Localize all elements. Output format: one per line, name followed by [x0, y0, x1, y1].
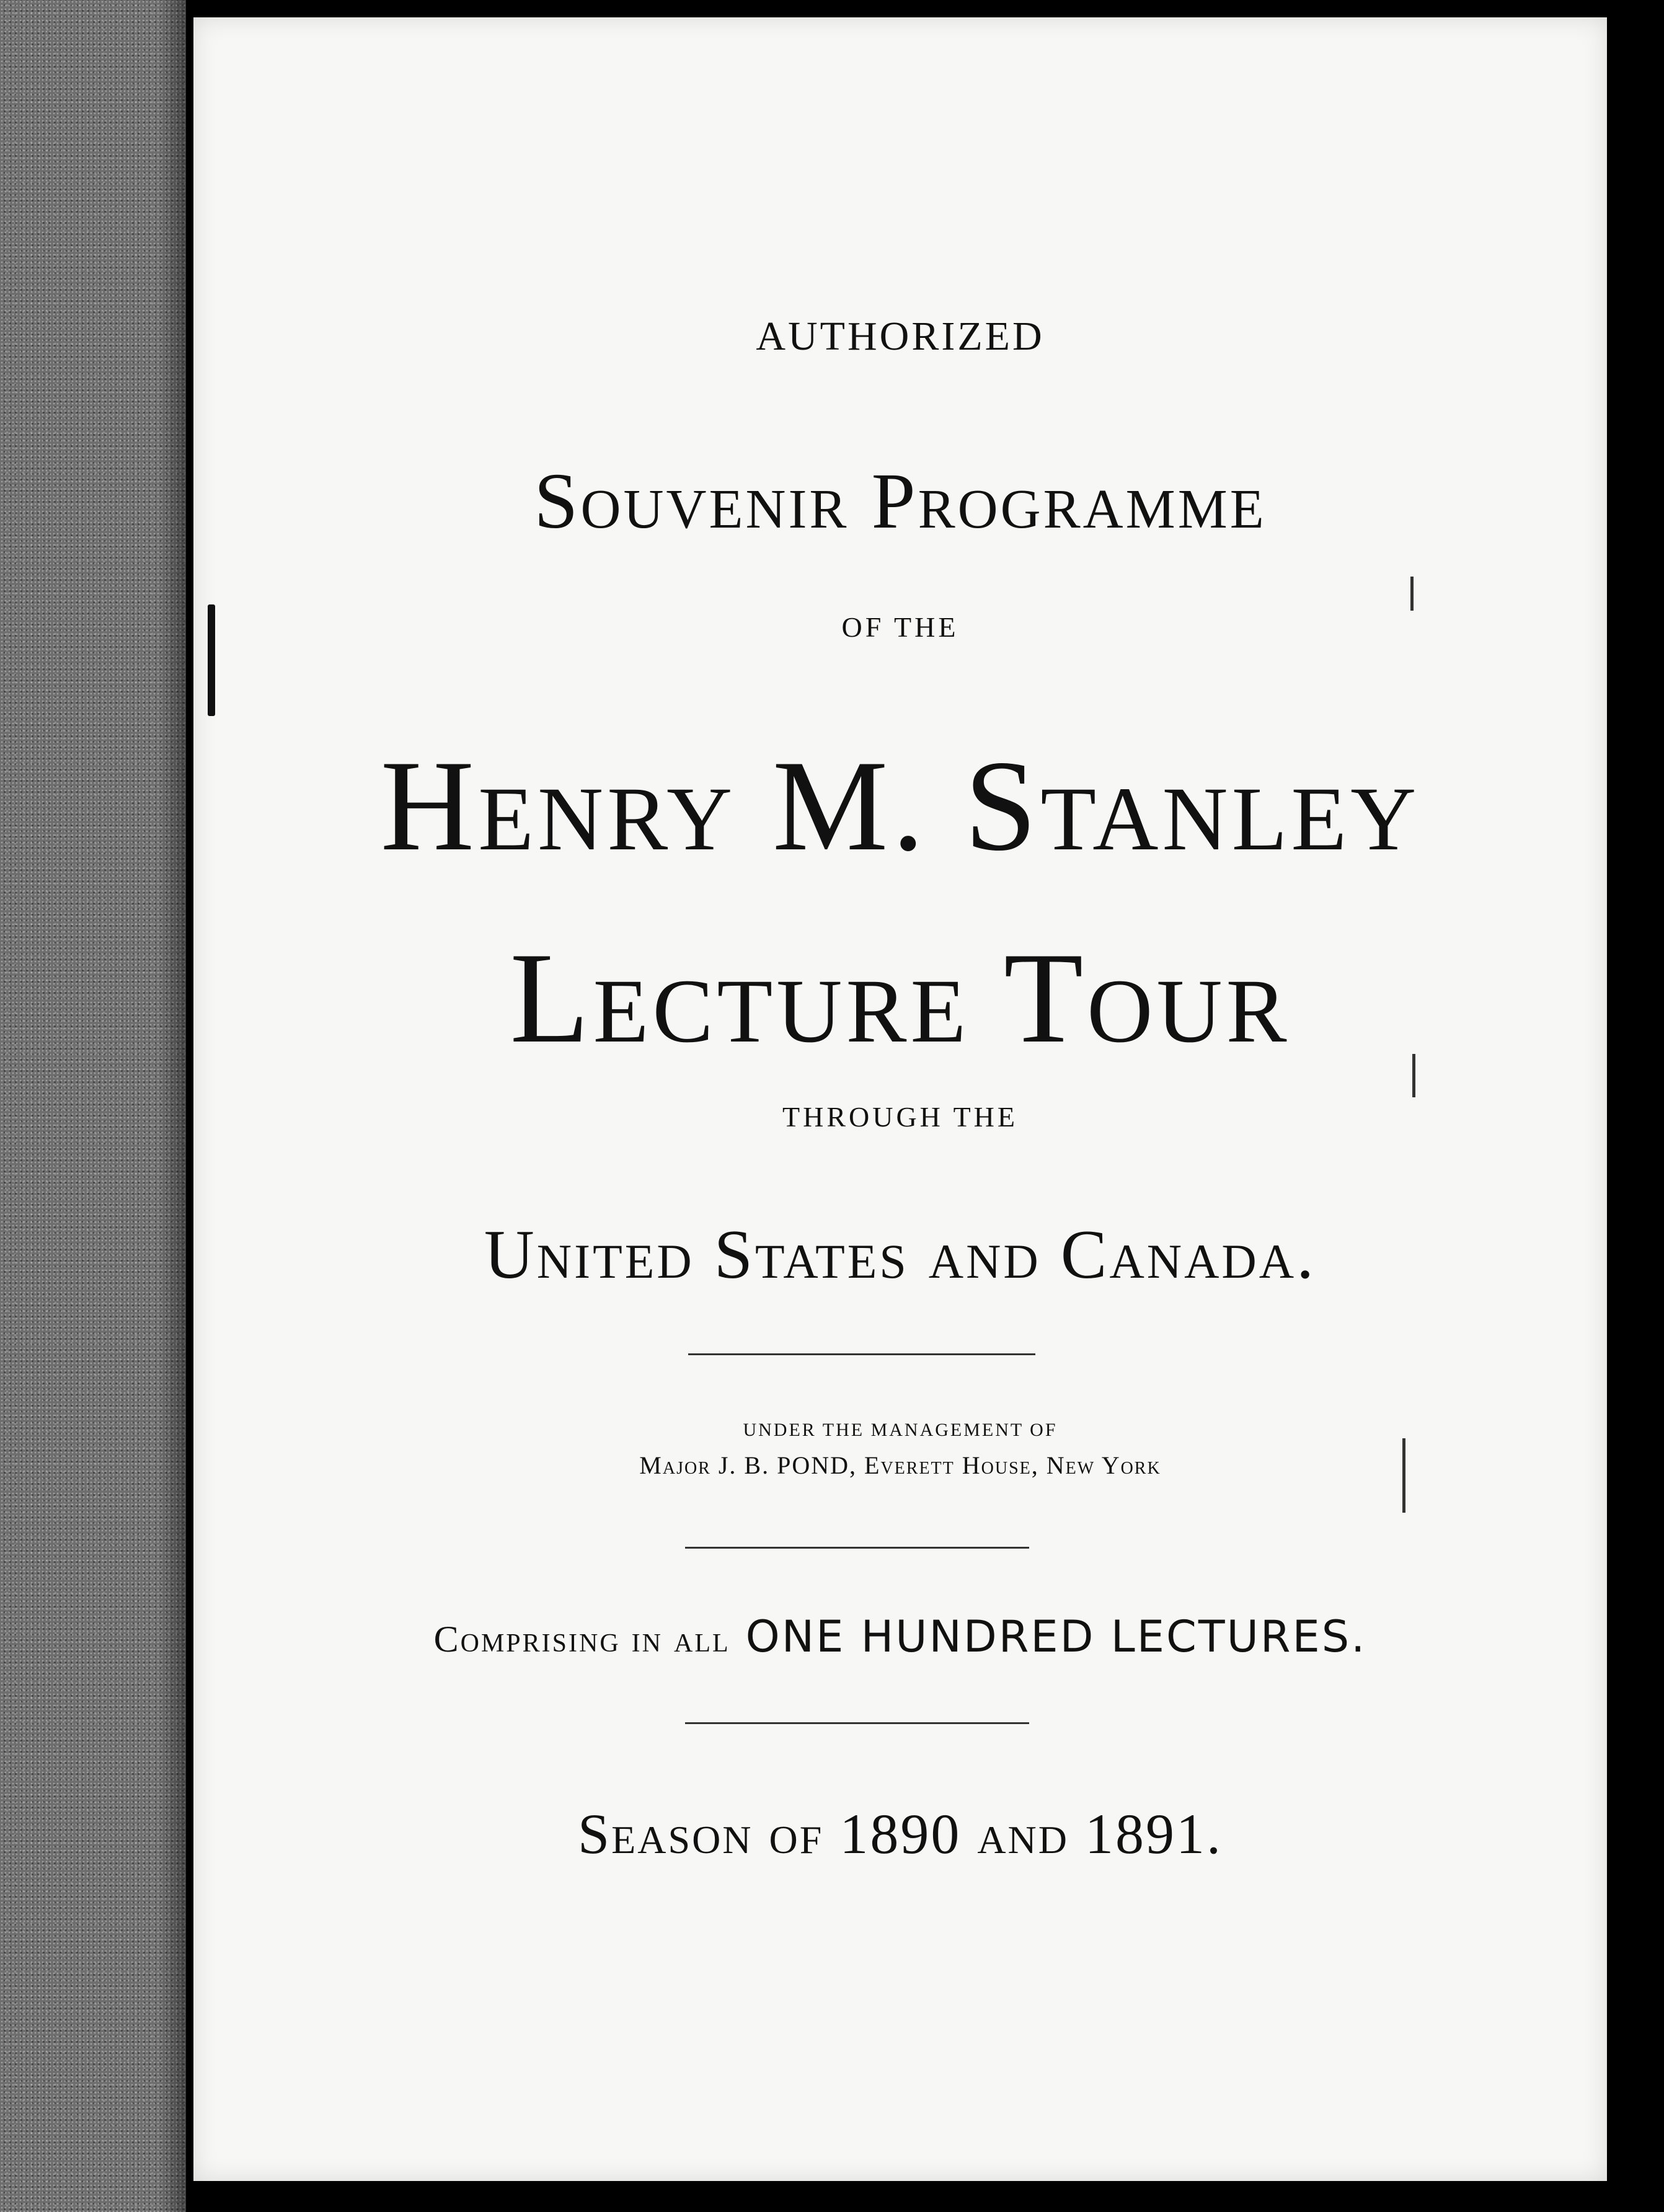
- divider-rule: [685, 1722, 1029, 1724]
- divider-rule: [685, 1547, 1029, 1549]
- season-text: Season of 1890 and 1891.: [578, 1802, 1223, 1865]
- management-intro: UNDER THE MANAGEMENT OF: [743, 1420, 1058, 1440]
- page-edge-mark: [1410, 577, 1414, 611]
- souvenir-programme-heading: Souvenir Programme: [534, 457, 1267, 545]
- season-line: [193, 1801, 1607, 1867]
- henry-stanley-title: Henry M. Stanley: [380, 734, 1420, 878]
- comprising-lead: Comprising in all: [433, 1619, 730, 1660]
- authorized-heading: AUTHORIZED: [756, 314, 1045, 359]
- of-the-line: OF THE: [841, 611, 959, 643]
- lecture-tour-title: Lecture Tour: [510, 926, 1291, 1070]
- comprising-line: [193, 1603, 1607, 1665]
- divider-rule: [688, 1353, 1035, 1355]
- united-states-canada-line: United States and Canada.: [484, 1216, 1317, 1293]
- cover-shadow: [158, 0, 195, 2212]
- through-the-line: THROUGH THE: [782, 1101, 1018, 1133]
- comprising-emphasis: ONE HUNDRED LECTURES.: [745, 1611, 1367, 1662]
- management-name: Major J. B. POND, Everett House, New York: [639, 1451, 1161, 1479]
